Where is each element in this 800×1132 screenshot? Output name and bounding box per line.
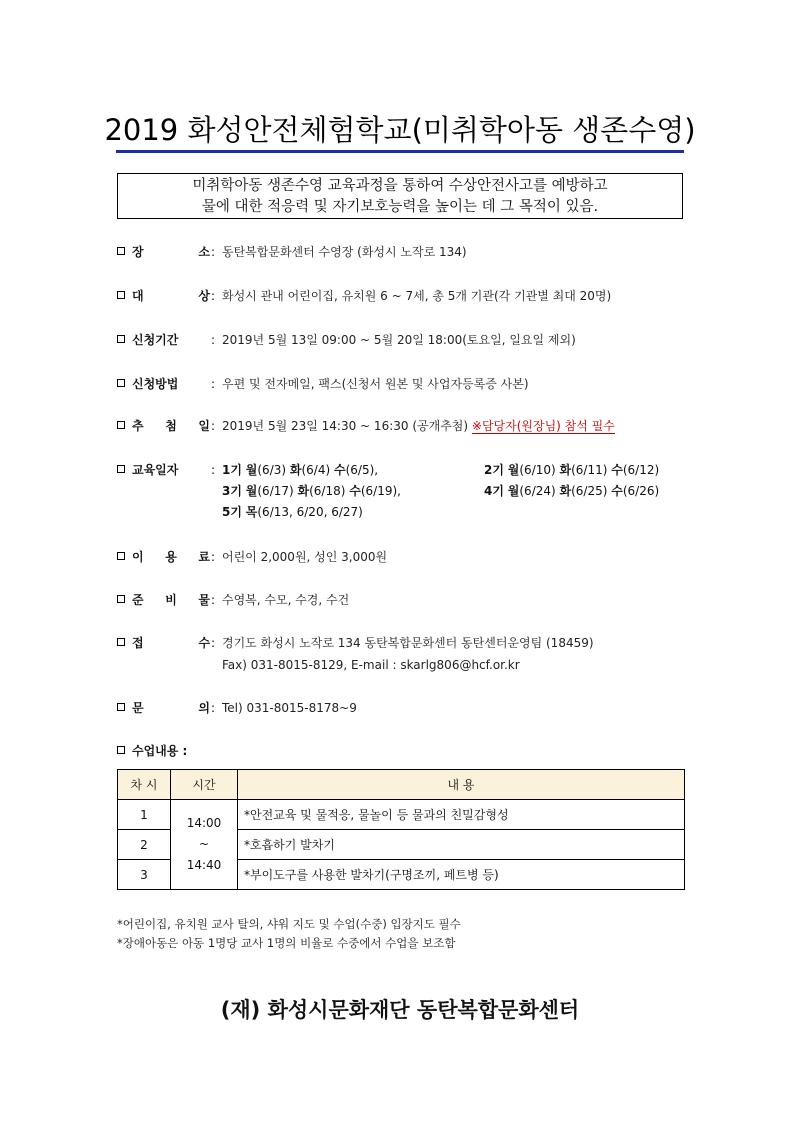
checkbox-icon — [117, 595, 125, 603]
checkbox-icon — [117, 291, 125, 299]
item-label: 이 용 료 — [132, 550, 210, 564]
header-content: 내 용 — [238, 770, 685, 800]
purpose-line-2: 물에 대한 적응력 및 자기보호능력을 높이는 데 그 목적이 있음. — [201, 199, 599, 215]
item-value: 화성시 관내 어린이집, 유치원 6 ~ 7세, 총 5개 기관(각 기관별 최대 20명) — [222, 289, 612, 303]
content-cell: *부이도구를 사용한 발차기(구명조끼, 페트병 등) — [238, 860, 685, 890]
purpose-box — [117, 173, 683, 219]
session-cell: 2 — [118, 830, 171, 860]
item-value: 2019년 5월 23일 14:30 ~ 16:30 (공개추첨) — [222, 419, 469, 433]
session-cell: 1 — [118, 800, 171, 830]
item-value: Tel) 031-8015-8178~9 — [222, 701, 357, 715]
session-cell: 3 — [118, 860, 171, 890]
item-label: 신청기간 — [132, 333, 179, 347]
notes — [117, 915, 461, 953]
checkbox-icon — [117, 746, 125, 754]
content-cell: *호흡하기 발차기 — [238, 830, 685, 860]
checkbox-icon — [117, 421, 125, 429]
item-label: 수업내용 : — [132, 744, 188, 758]
schedule-term-3: 3기 월(6/17) 화(6/18) 수(6/19), — [222, 484, 401, 498]
time-cell: 14:00 ~ 14:40 — [171, 800, 238, 890]
header-time: 시간 — [171, 770, 238, 800]
attendance-note: ※담당자(원장님) 참석 필수 — [471, 419, 615, 433]
item-label: 추 첨 일 — [132, 419, 210, 433]
item-value: 경기도 화성시 노작로 134 동탄복합문화센터 동탄센터운영팀 (18459) — [222, 636, 594, 650]
item-label: 문 의 — [132, 701, 210, 715]
purpose-line-1: 미취학아동 생존수영 교육과정을 통하여 수상안전사고를 예방하고 — [192, 178, 608, 194]
checkbox-icon — [117, 638, 125, 646]
title-underline — [116, 150, 684, 153]
checkbox-icon — [117, 465, 125, 473]
checkbox-icon — [117, 247, 125, 255]
item-label: 대 상 — [132, 289, 210, 303]
header-session: 차 시 — [118, 770, 171, 800]
class-content-table — [117, 769, 685, 890]
item-value: Fax) 031-8015-8129, E-mail : skarlg806@hcf.or.kr — [222, 658, 520, 672]
checkbox-icon — [117, 335, 125, 343]
item-value: 수영복, 수모, 수경, 수건 — [222, 593, 350, 607]
schedule-term-2: 2기 월(6/10) 화(6/11) 수(6/12) — [484, 463, 660, 477]
checkbox-icon — [117, 552, 125, 560]
table-row — [118, 800, 685, 830]
item-label: 신청방법 — [132, 377, 179, 391]
item-value: 동탄복합문화센터 수영장 (화성시 노작로 134) — [222, 245, 467, 259]
note-line: *장애아동은 아동 1명당 교사 1명의 비율로 수중에서 수업을 보조함 — [117, 936, 456, 950]
organization-footer: (재) 화성시문화재단 동탄복합문화센터 — [220, 998, 580, 1022]
item-label: 준 비 물 — [132, 593, 210, 607]
checkbox-icon — [117, 379, 125, 387]
content-cell: *안전교육 및 물적응, 물놀이 등 물과의 친밀감형성 — [238, 800, 685, 830]
note-line: *어린이집, 유치원 교사 탈의, 샤워 지도 및 수업(수중) 입장지도 필수 — [117, 917, 461, 931]
item-label: 접 수 — [132, 636, 210, 650]
checkbox-icon — [117, 703, 125, 711]
schedule-term-5: 5기 목(6/13, 6/20, 6/27) — [222, 505, 363, 519]
table-header-row — [118, 770, 685, 800]
page-title: 2019 화성안전체험학교(미취학아동 생존수영) — [104, 113, 696, 147]
item-label: 장 소 — [132, 245, 210, 259]
schedule-term-1: 1기 월(6/3) 화(6/4) 수(6/5), — [222, 463, 379, 477]
item-label: 교육일자 — [132, 463, 179, 477]
item-value: 어린이 2,000원, 성인 3,000원 — [222, 550, 388, 564]
item-value: 2019년 5월 13일 09:00 ~ 5월 20일 18:00(토요일, 일요일 제외) — [222, 333, 576, 347]
schedule-term-4: 4기 월(6/24) 화(6/25) 수(6/26) — [484, 484, 660, 498]
item-value: 우편 및 전자메일, 팩스(신청서 원본 및 사업자등록증 사본) — [222, 377, 529, 391]
